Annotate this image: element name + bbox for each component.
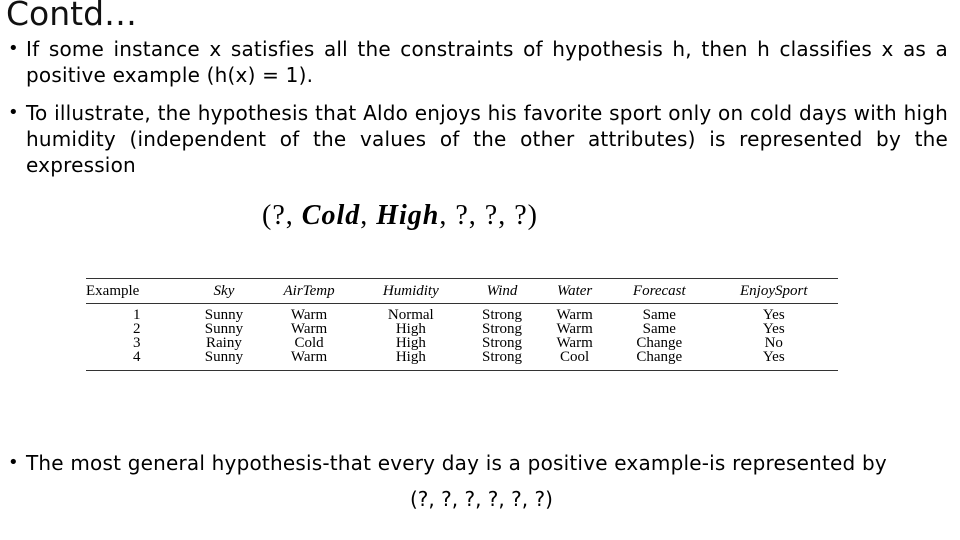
- table-cell: 2: [132, 321, 141, 337]
- table-cell: Change: [636, 335, 683, 351]
- table-cell: Same: [642, 307, 676, 323]
- table-header-cell: AirTemp: [260, 279, 357, 304]
- bullet-most-general: [8, 450, 948, 476]
- table-cell: High: [395, 349, 426, 365]
- bullet-dot: •: [8, 452, 19, 473]
- expr-high: High: [376, 200, 440, 231]
- table-rule-cell: [86, 371, 838, 372]
- table-cell: Yes: [762, 321, 785, 337]
- table-cell: Change: [636, 349, 683, 365]
- table-cell: High: [395, 335, 426, 351]
- table-row: [86, 350, 838, 371]
- table-bottom-rule: [86, 371, 838, 372]
- table-cell: 4: [132, 349, 141, 365]
- bullet-dot: •: [8, 102, 19, 123]
- table-cell: Sunny: [204, 349, 244, 365]
- expr-close: , ?, ?, ?): [439, 200, 538, 231]
- table-cell: Cool: [560, 349, 590, 365]
- table-cell: 1: [132, 307, 141, 323]
- hypothesis-expression: [262, 200, 538, 232]
- table-cell: Normal: [387, 307, 434, 323]
- table-header-cell: Sky: [187, 279, 260, 304]
- bullet-illustration: [8, 100, 948, 178]
- slide-title: Contd…: [6, 0, 138, 33]
- table-cell: Strong: [482, 307, 523, 323]
- expr-sep: ,: [360, 200, 377, 231]
- table-cell: Sunny: [204, 307, 244, 323]
- table-header-row: [86, 279, 838, 304]
- bullet-positive-example: [8, 36, 948, 88]
- general-hypothesis-expression: (?, ?, ?, ?, ?, ?): [410, 487, 553, 511]
- table-header-cell: EnjoySport: [710, 279, 838, 304]
- table-cell: Warm: [290, 321, 328, 337]
- bullet-text: The most general hypothesis-that every day is a positive example-is represented by: [26, 451, 887, 475]
- table-cell: Warm: [556, 307, 593, 323]
- table-cell: Yes: [762, 349, 785, 365]
- table-cell: High: [395, 321, 426, 337]
- expr-cold: Cold: [301, 200, 361, 231]
- table-header-cell: Forecast: [609, 279, 709, 304]
- bullet-dot: •: [8, 38, 19, 59]
- expr-open: (?,: [262, 200, 302, 231]
- table-cell: Same: [642, 321, 676, 337]
- table-cell: Strong: [482, 335, 523, 351]
- table-cell: Yes: [762, 307, 785, 323]
- table-header-cell: Humidity: [358, 279, 464, 304]
- bullet-text: To illustrate, the hypothesis that Aldo enjoys his favorite sport only on cold days with high humidity (independent of the values of the other attributes) is represented by the expression: [26, 101, 948, 177]
- table-cell: Strong: [482, 321, 523, 337]
- table-cell: Cold: [294, 335, 324, 351]
- training-examples-table: [86, 278, 838, 371]
- table-cell: Strong: [482, 349, 523, 365]
- table-row: [86, 336, 838, 350]
- table-cell: Warm: [290, 349, 328, 365]
- table-row: [86, 304, 838, 323]
- bullet-text: If some instance x satisfies all the constraints of hypothesis h, then h classifies x as a positive example (h(x) = 1).: [26, 37, 948, 87]
- table-cell: Sunny: [204, 321, 244, 337]
- table-cell: Warm: [556, 335, 593, 351]
- table-cell: 3: [132, 335, 141, 351]
- table-row: [86, 322, 838, 336]
- table-cell: Warm: [290, 307, 328, 323]
- table-header-cell: Example: [86, 279, 187, 304]
- table-cell: Rainy: [206, 335, 242, 351]
- table-cell: Warm: [556, 321, 593, 337]
- table-header-cell: Wind: [464, 279, 540, 304]
- table-cell: No: [764, 335, 783, 351]
- table-header-cell: Water: [540, 279, 609, 304]
